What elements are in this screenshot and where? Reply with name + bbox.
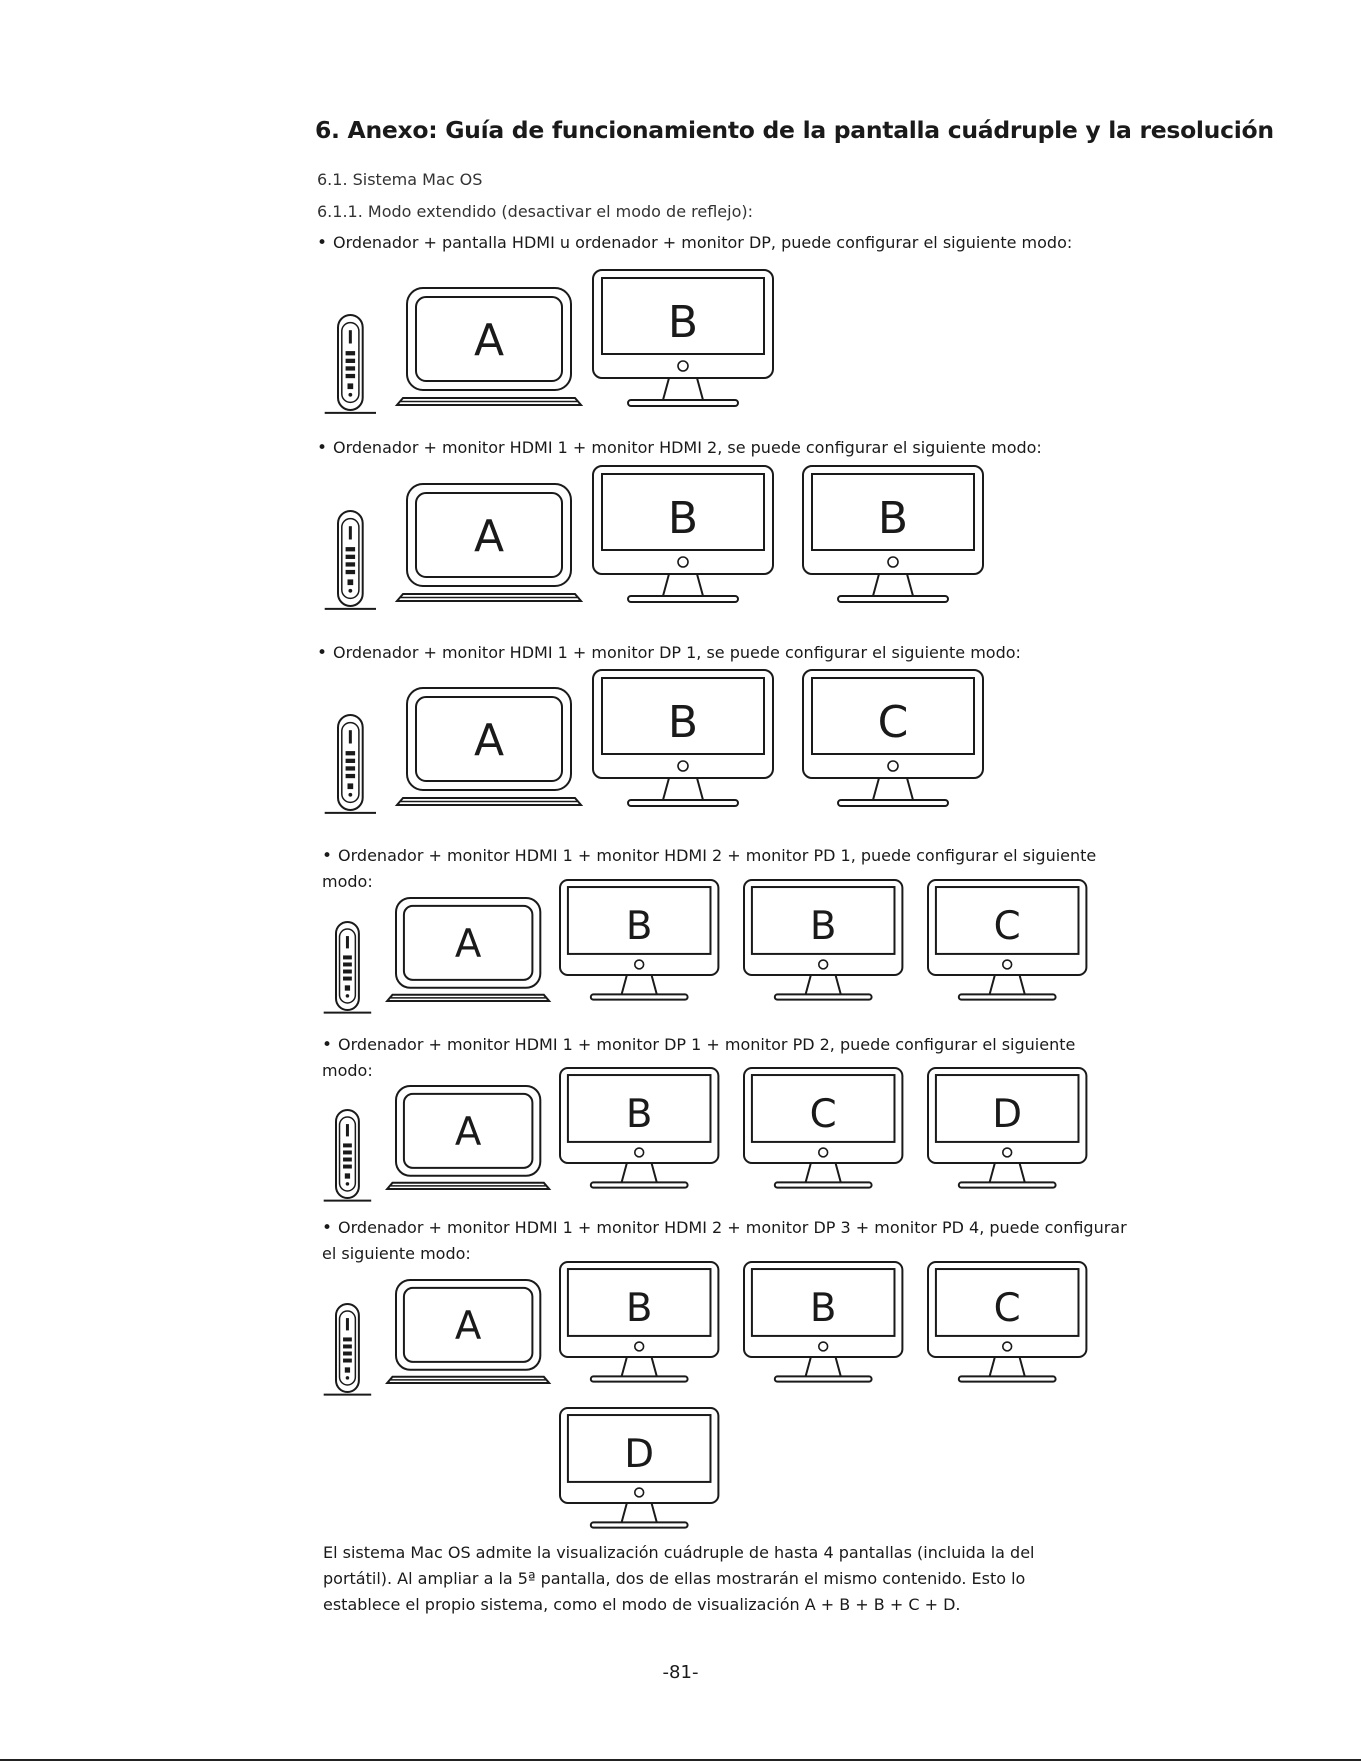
note-line: portátil). Al ampliar a la 5ª pantalla, dos de ellas mostrarán el mismo contenido. Esto lo [323, 1569, 1026, 1588]
monitor-icon [560, 1262, 718, 1382]
laptop-icon [387, 1280, 549, 1383]
bullet-dot-icon: • [322, 1218, 333, 1238]
display-label: C [809, 1091, 837, 1137]
section-title: 6.1. Sistema Mac OS [317, 170, 483, 189]
note-line: El sistema Mac OS admite la visualización cuádruple de hasta 4 pantallas (incluida la del [323, 1543, 1035, 1562]
display-label: B [625, 1285, 653, 1331]
display-label: A [454, 921, 482, 967]
monitor-icon [744, 1262, 902, 1382]
display-label: A [454, 1109, 482, 1155]
bullet-text: Ordenador + monitor HDMI 1 + monitor DP 1 + monitor PD 2, puede configurar el siguiente [338, 1035, 1076, 1054]
page-title: 6. Anexo: Guía de funcionamiento de la pantalla cuádruple y la resolución [315, 116, 1274, 144]
bullet-text: Ordenador + monitor HDMI 1 + monitor HDMI 2, se puede configurar el siguiente modo: [333, 438, 1042, 457]
docking-hub-icon [324, 1304, 372, 1395]
bullet-text-continuation: el siguiente modo: [322, 1244, 471, 1263]
display-label: B [667, 297, 699, 348]
bullet-dot-icon: • [317, 643, 328, 663]
display-label: B [625, 903, 653, 949]
display-label: C [993, 1285, 1021, 1331]
bullet-text: Ordenador + monitor HDMI 1 + monitor DP 1, se puede configurar el siguiente modo: [333, 643, 1021, 662]
display-label: A [454, 1303, 482, 1349]
bullet-dot-icon: • [317, 233, 328, 253]
page-number: -81- [662, 1662, 699, 1683]
display-label: B [625, 1091, 653, 1137]
monitor-icon [928, 1262, 1086, 1382]
bullet-dot-icon: • [317, 438, 328, 458]
bullet-text: Ordenador + monitor HDMI 1 + monitor HDMI 2 + monitor PD 1, puede configurar el siguiente [338, 846, 1097, 865]
display-label: B [667, 697, 699, 748]
bullet-text-continuation: modo: [322, 872, 373, 891]
display-label: B [667, 493, 699, 544]
display-label: C [993, 903, 1021, 949]
display-label: B [809, 1285, 837, 1331]
display-label: B [809, 903, 837, 949]
display-label: A [473, 315, 505, 366]
bullet-text-continuation: modo: [322, 1061, 373, 1080]
monitor-icon [560, 1408, 718, 1528]
bullet-dot-icon: • [322, 846, 333, 866]
display-label: D [992, 1091, 1023, 1137]
bullet-text: Ordenador + pantalla HDMI u ordenador + monitor DP, puede configurar el siguiente modo: [333, 233, 1073, 252]
display-label: B [877, 493, 909, 544]
bullet-text: Ordenador + monitor HDMI 1 + monitor HDMI 2 + monitor DP 3 + monitor PD 4, puede configurar [338, 1218, 1127, 1237]
display-label: C [877, 697, 909, 748]
note-line: establece el propio sistema, como el modo de visualización A + B + B + C + D. [323, 1595, 961, 1614]
subsection-title: 6.1.1. Modo extendido (desactivar el modo de reflejo): [317, 202, 753, 221]
display-label: D [624, 1431, 655, 1477]
note-paragraph [323, 1540, 1083, 1618]
bullet-dot-icon: • [322, 1035, 333, 1055]
display-label: A [473, 715, 505, 766]
display-label: A [473, 511, 505, 562]
